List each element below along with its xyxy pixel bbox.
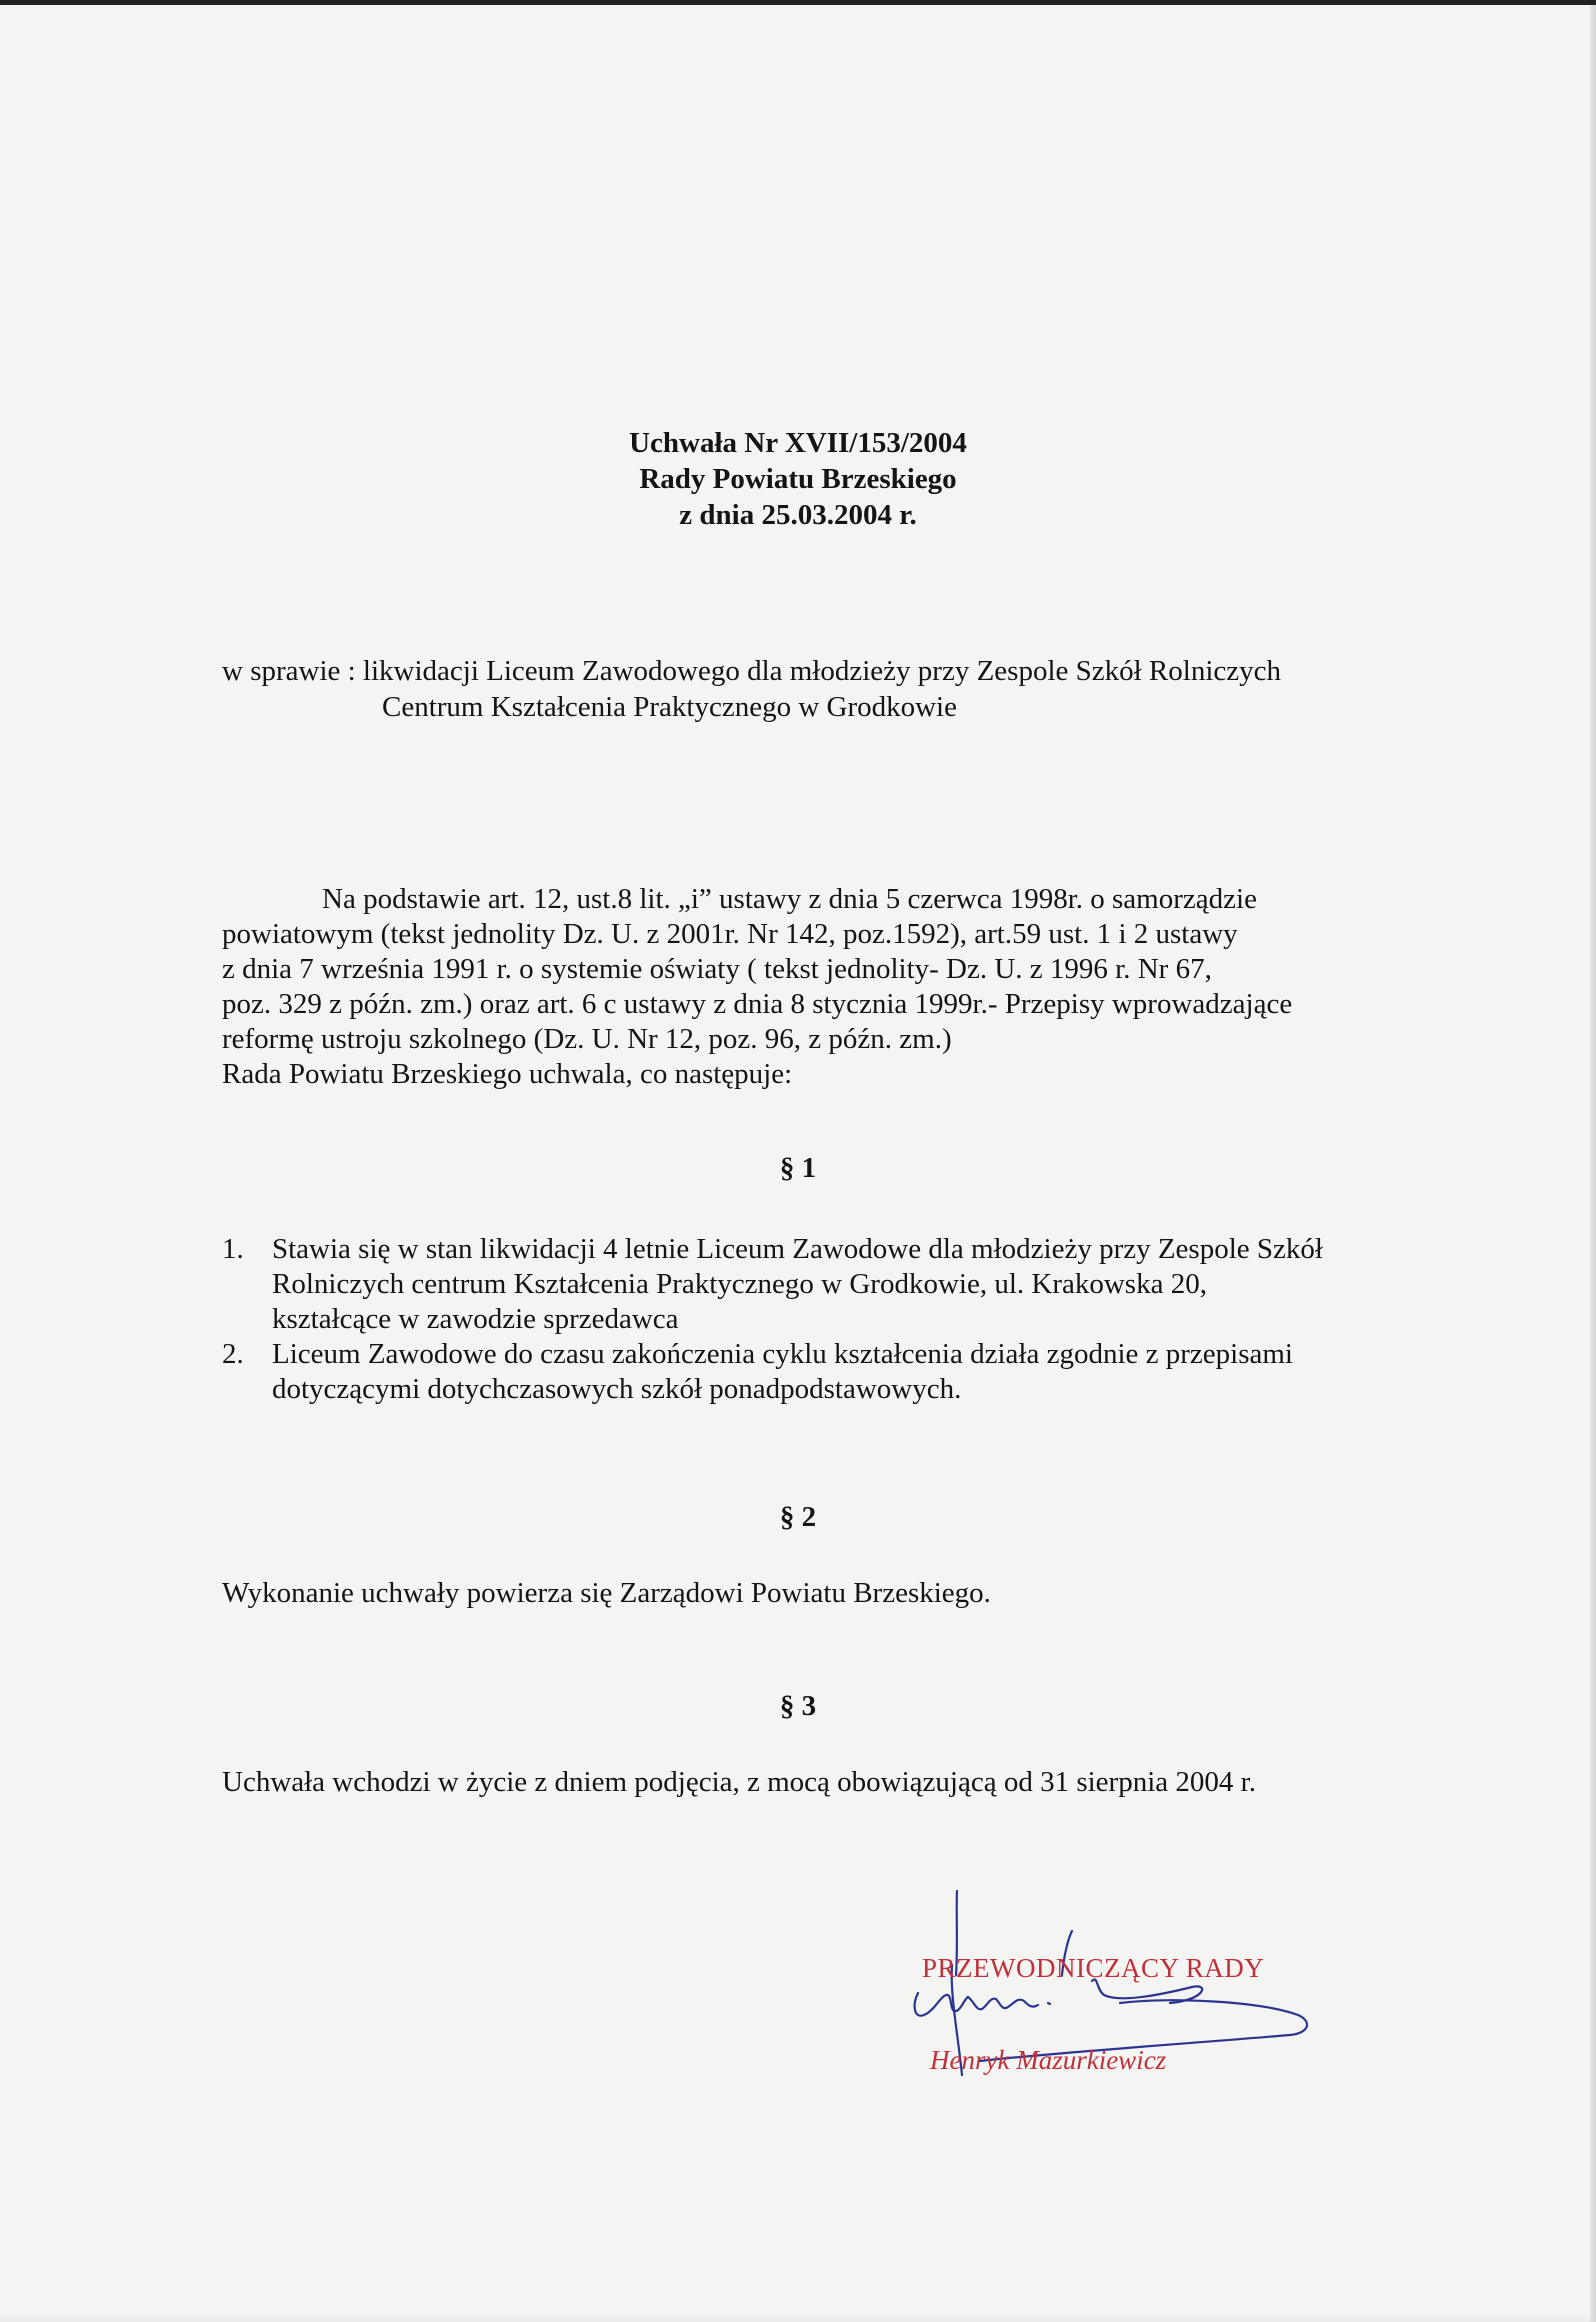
section-1-title: § 1: [779, 1152, 817, 1184]
list-item-number: 1.: [222, 1233, 244, 1265]
resolution-number: Uchwała Nr XVII/153/2004: [629, 427, 967, 459]
section-2-title: § 2: [779, 1501, 817, 1533]
paragraph-line: Rada Powiatu Brzeskiego uchwala, co następuje:: [222, 1058, 793, 1090]
section-2-text: Wykonanie uchwały powierza się Zarządowi Powiatu Brzeskiego.: [222, 1577, 991, 1609]
legal-basis-paragraph: [222, 882, 1482, 1092]
list-item-line: dotyczącymi dotychczasowych szkół ponadpodstawowych.: [272, 1373, 962, 1405]
paragraph-line: reformę ustroju szkolnego (Dz. U. Nr 12, poz. 96, z późn. zm.): [222, 1023, 952, 1055]
resolution-date: z dnia 25.03.2004 r.: [679, 499, 917, 531]
section-1-list: [222, 1232, 1502, 1407]
list-item-line: Rolniczych centrum Kształcenia Praktycznego w Grodkowie, ul. Krakowska 20,: [272, 1268, 1207, 1300]
paragraph-line: Na podstawie art. 12, ust.8 lit. „i” ustawy z dnia 5 czerwca 1998r. o samorządzie: [322, 883, 1257, 915]
signature-stamp: [900, 1885, 1340, 2095]
list-item-line: Liceum Zawodowe do czasu zakończenia cyklu kształcenia działa zgodnie z przepisami: [272, 1338, 1293, 1370]
list-item-line: Stawia się w stan likwidacji 4 letnie Liceum Zawodowe dla młodzieży przy Zespole Szkół: [272, 1233, 1323, 1265]
list-item-number: 2.: [222, 1338, 244, 1370]
section-3-title: § 3: [779, 1690, 817, 1722]
council-name: Rady Powiatu Brzeskiego: [639, 463, 957, 495]
list-item: [222, 1232, 1502, 1337]
paragraph-line: powiatowym (tekst jednolity Dz. U. z 2001r. Nr 142, poz.1592), art.59 ust. 1 i 2 ustawy: [222, 918, 1238, 950]
subject-line-2: Centrum Kształcenia Praktycznego w Grodkowie: [382, 691, 957, 723]
stamp-name: Henryk Mazurkiewicz: [930, 2045, 1167, 2075]
paragraph-line: poz. 329 z późn. zm.) oraz art. 6 c ustawy z dnia 8 stycznia 1999r.- Przepisy wprowadzające: [222, 988, 1293, 1020]
subject-line-1: w sprawie : likwidacji Liceum Zawodowego dla młodzieży przy Zespole Szkół Rolniczych: [222, 655, 1281, 687]
resolution-header: [0, 425, 1596, 533]
resolution-subject: [222, 653, 1482, 725]
section-3-text: Uchwała wchodzi w życie z dniem podjęcia, z mocą obowiązującą od 31 sierpnia 2004 r.: [222, 1766, 1256, 1798]
stamp-title: PRZEWODNICZĄCY RADY: [922, 1953, 1265, 1983]
list-item-line: kształcące w zawodzie sprzedawca: [272, 1303, 679, 1335]
paragraph-line: z dnia 7 września 1991 r. o systemie oświaty ( tekst jednolity- Dz. U. z 1996 r. Nr 67,: [222, 953, 1212, 985]
list-item: [222, 1337, 1502, 1407]
